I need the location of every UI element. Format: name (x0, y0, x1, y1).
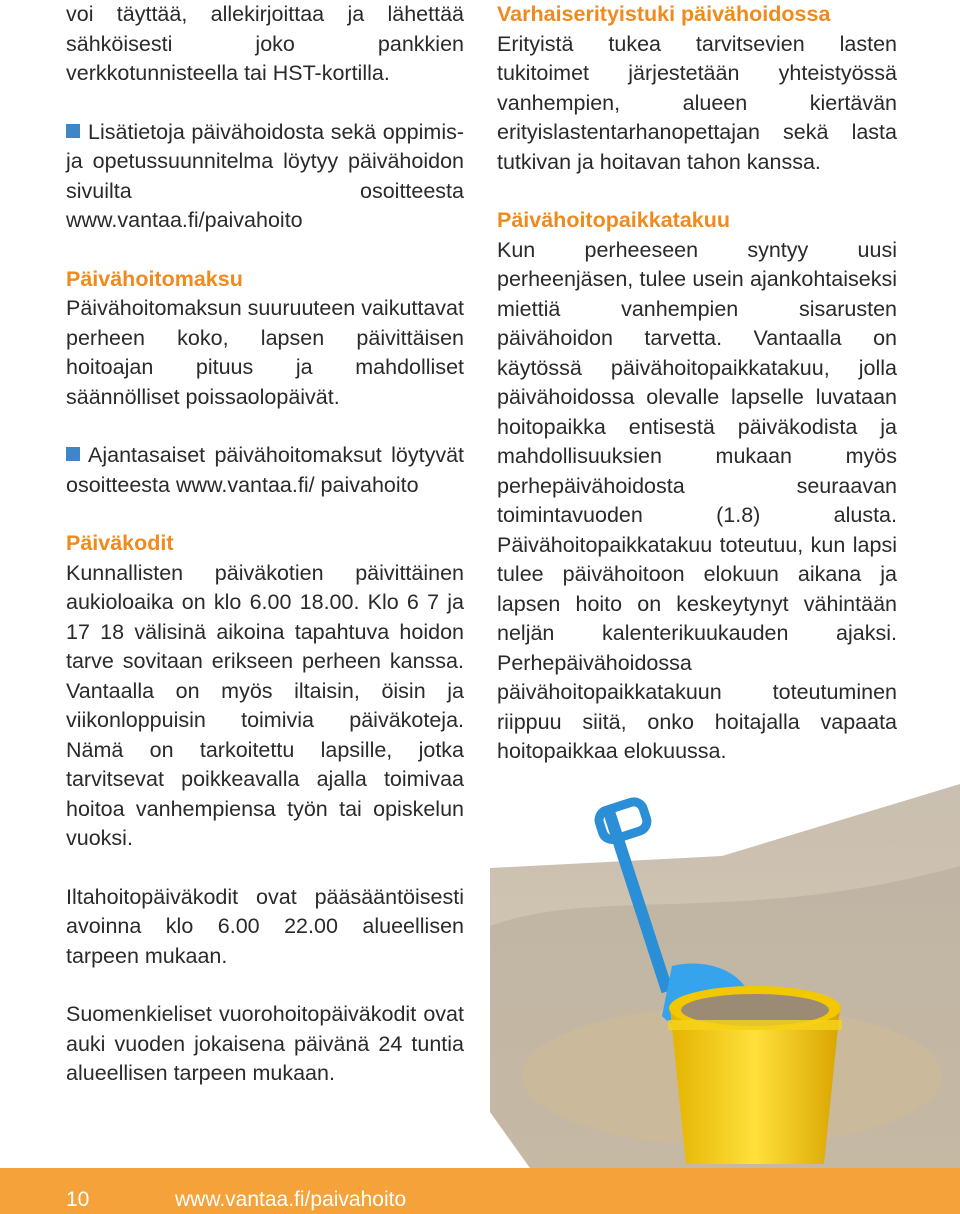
footer-url[interactable]: www.vantaa.fi/paivahoito (175, 1188, 407, 1211)
paragraph-paivahoitopaikkatakuu: Kun perheeseen syntyy uusi perheenjäsen, tulee usein ajankohtaiseksi miettiä vanhempien sisarusten päivähoidon tarvetta. Vantaalla on käytössä päivähoitopaikkatakuu, jolla päivähoidossa olevalle lapselle luvataan hoitopaikka entisestä päiväkodista ja mahdollisuuksien mukaan myös perhepäivähoidosta seuraavan toimintavuoden (1.8) alusta. Päivähoitopaikkatakuu toteutuu, kun lapsi tulee päivähoitoon elokuun aikana ja lapsen hoito on keskeytynyt vähintään neljän kalenterikuukauden ajaksi. Perhepäivähoidossa päivähoitopaikkatakuun toteutuminen riippuu siitä, onko hoitajalla vapaata hoitopaikkaa elokuussa. (497, 237, 897, 763)
paragraph-paivakodit: Kunnallisten päiväkotien päivittäinen aukioloaika on klo 6.00 18.00. Klo 6 7 ja 17 18 välisinä aikoina tapahtuva hoidon tarve sovitaan erikseen perheen kanssa. Vantaalla on myös iltaisin, öisin ja viikonloppuisin toimivia päiväkoteja. Nämä on tarkoitettu lapsille, jotka tarvitsevat poikkeavalla ajalla toimivaa hoitoa vanhempiensa työn tai opiskelun vuoksi. (66, 560, 464, 850)
heading-paivahoitopaikkatakuu: Päivähoitopaikkatakuu (497, 208, 730, 232)
left-column (66, 0, 464, 1089)
square-bullet-icon (66, 124, 80, 138)
footer-bar (0, 1168, 960, 1214)
bullet-text: Ajantasaiset päivähoitomaksut löytyvät osoitteesta www.vantaa.fi/ paivahoito (66, 443, 464, 497)
page-number: 10 (66, 1188, 90, 1211)
bullet-text: Lisätietoja päivähoidosta sekä oppimis- ja opetussuunnitelma löytyy päivähoidon sivuilta osoitteesta www.vantaa.fi/paivahoito (66, 119, 464, 232)
heading-paivakodit: Päiväkodit (66, 531, 174, 555)
paragraph-iltahoito: Iltahoitopäiväkodit ovat pääsääntöisesti avoinna klo 6.00 22.00 alueellisen tarpeen mukaan. (66, 884, 464, 968)
bullet-item-info (66, 118, 464, 236)
intro-paragraph: voi täyttää, allekirjoittaa ja lähettää sähköisesti joko pankkien verkkotunnisteella tai HST-kortilla. (66, 2, 464, 85)
paragraph-paivahoitomaksu: Päivähoitomaksun suuruuteen vaikuttavat perheen koko, lapsen päivittäisen hoitoajan pituus ja mahdolliset säännölliset poissaolopäivät. (66, 296, 464, 409)
square-bullet-icon (66, 447, 80, 461)
heading-paivahoitomaksu: Päivähoitomaksu (66, 266, 243, 291)
paragraph-varhaiserityistuki: Erityistä tukea tarvitsevien lasten tukitoimet järjestetään yhteistyössä vanhempien, alueen kiertävän erityislastentarhanopettajan sekä lasta tutkivan ja hoitavan tahon kanssa. (497, 31, 897, 174)
bullet-item-maksut (66, 441, 464, 500)
paragraph-vuorohoito: Suomenkieliset vuorohoitopäiväkodit ovat auki vuoden jokaisena päivänä 24 tuntia alueellisen tarpeen mukaan. (66, 1002, 464, 1085)
yellow-bucket (668, 986, 842, 1164)
heading-varhaiserityistuki: Varhaiserityistuki päivähoidossa (497, 2, 831, 26)
sandbox-bucket-photo (482, 776, 960, 1168)
photo-illustration (482, 776, 960, 1168)
right-column (497, 0, 897, 767)
